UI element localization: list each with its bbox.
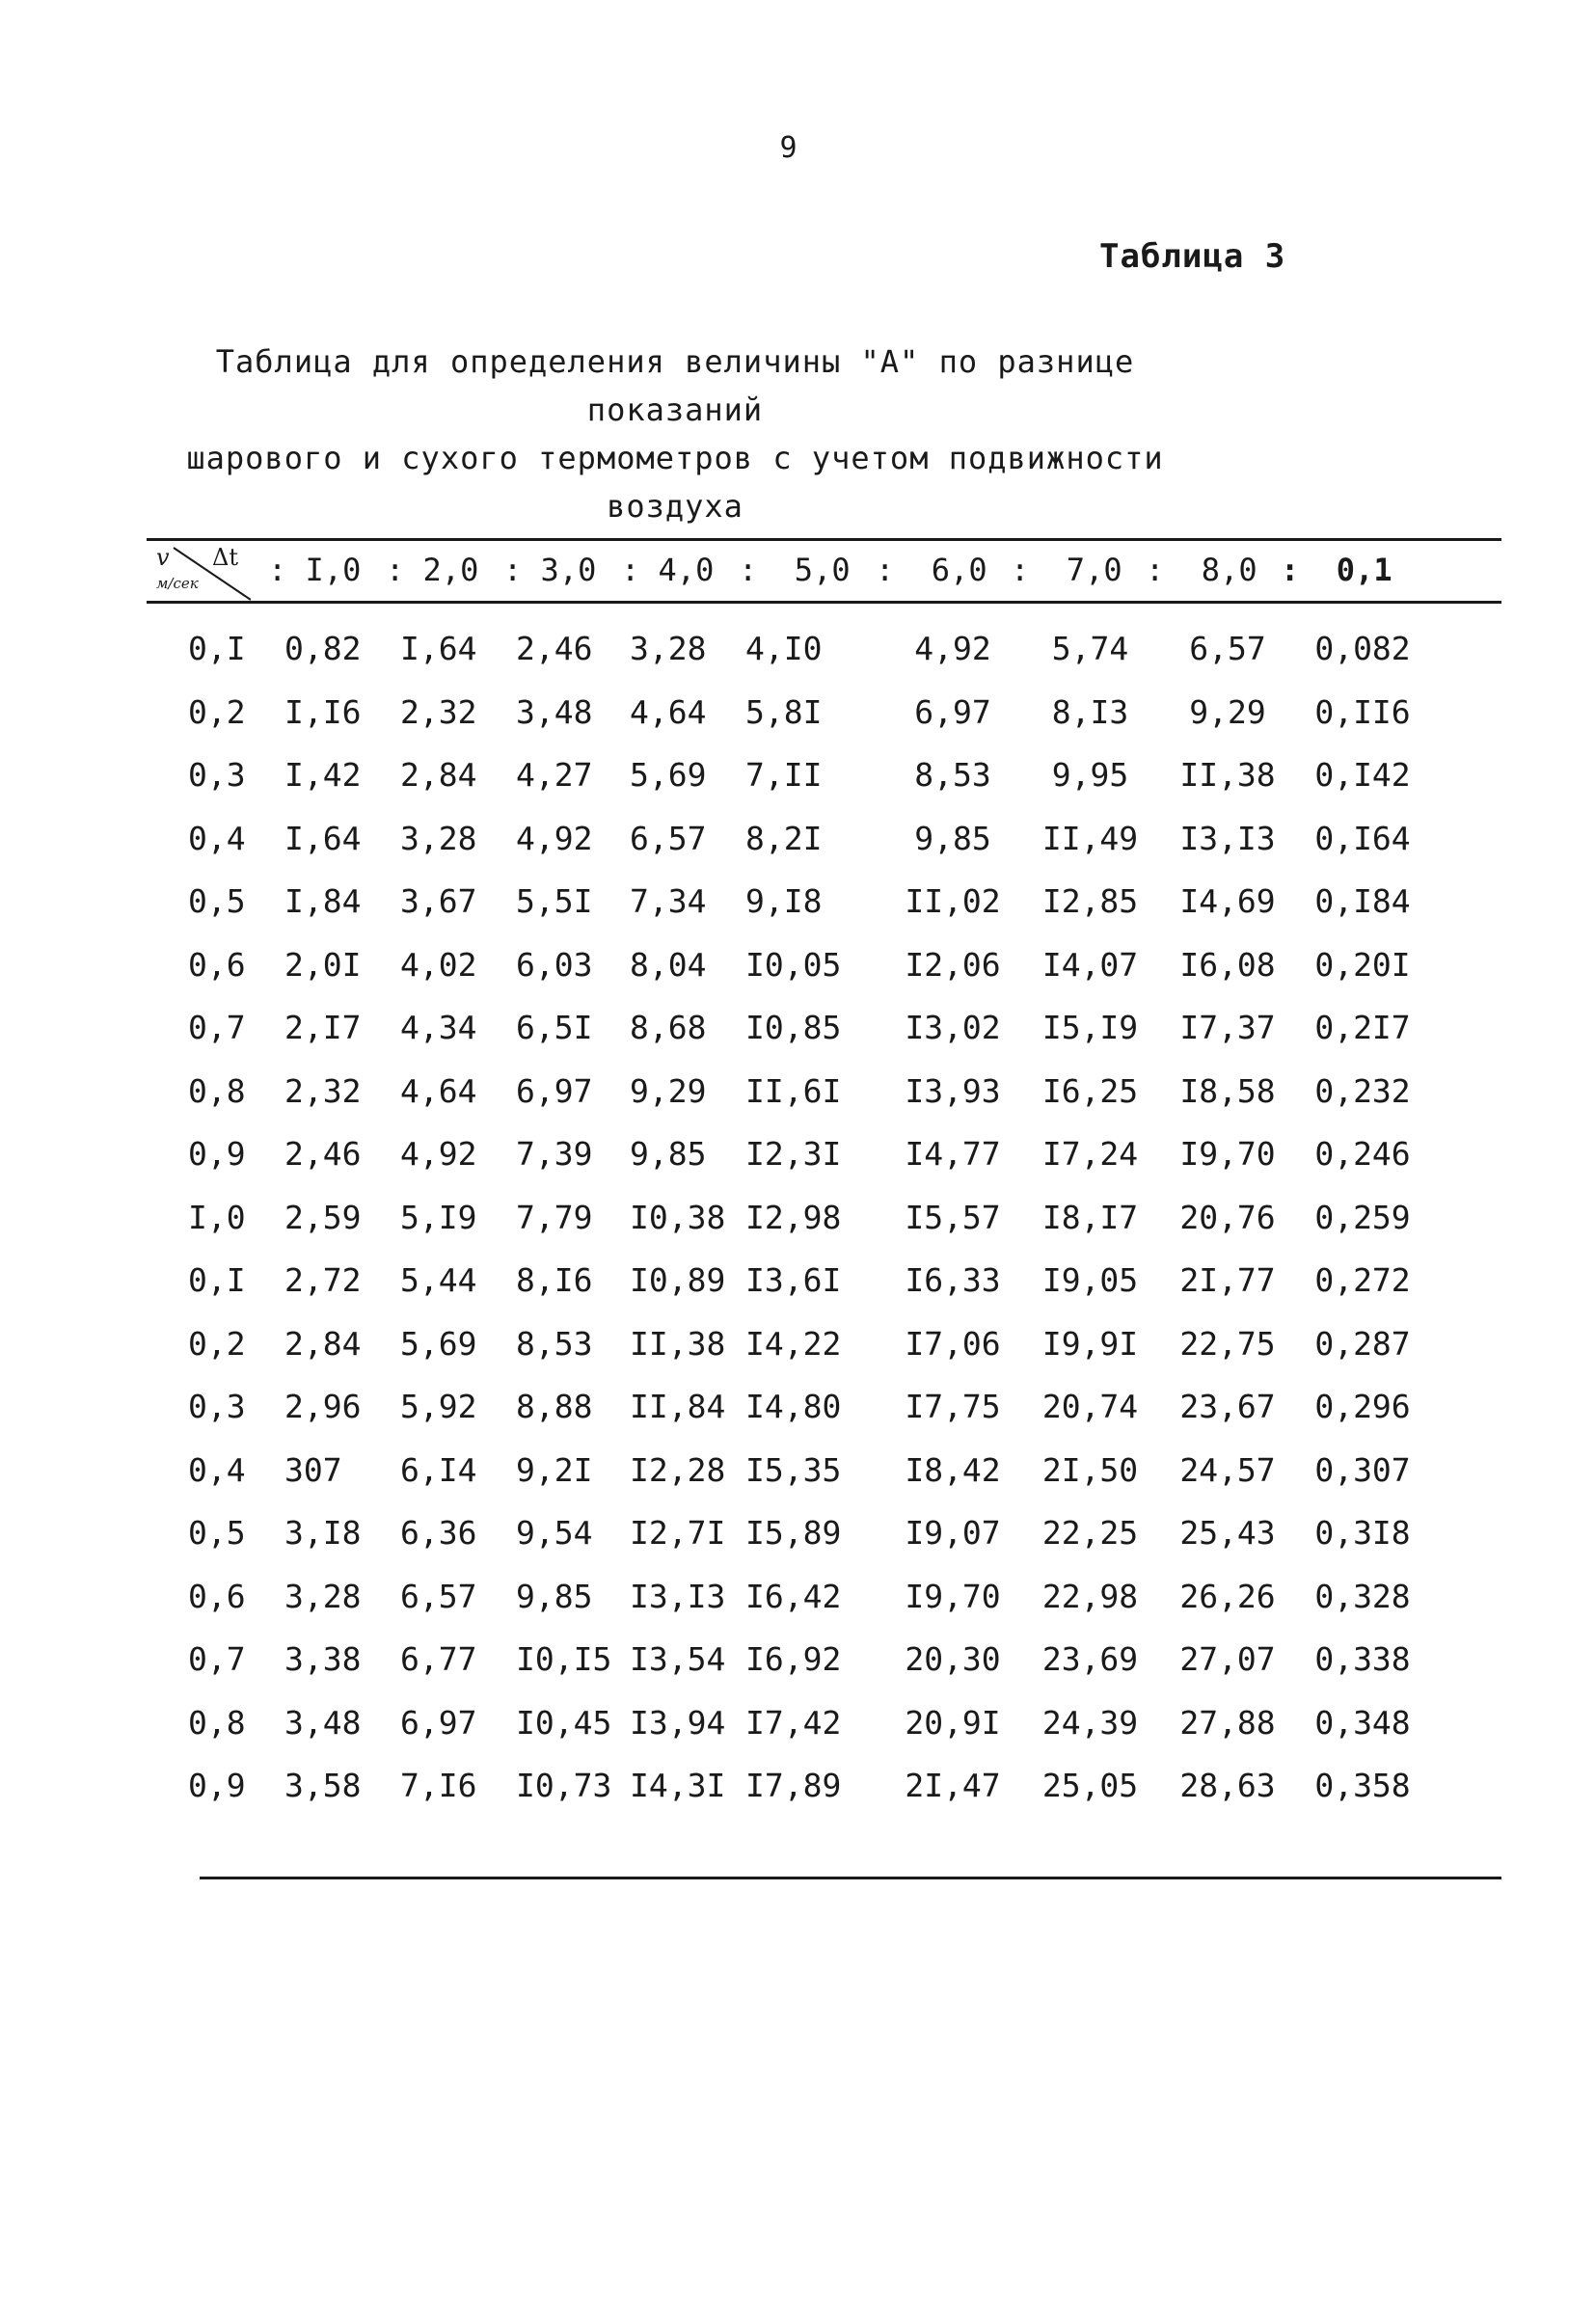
value-cell: I5,35 xyxy=(745,1450,842,1489)
value-cell: 0,259 xyxy=(1314,1198,1411,1236)
value-cell: 9,2I xyxy=(516,1450,593,1489)
table-row xyxy=(188,933,1425,997)
value-cell: I9,70 xyxy=(905,1577,1001,1615)
value-cell: 5,69 xyxy=(630,756,707,795)
value-cell: II,02 xyxy=(905,882,1001,921)
value-cell: 22,75 xyxy=(1179,1324,1276,1363)
row-velocity-cell: 0,9 xyxy=(188,1767,246,1805)
value-cell: 5,8I xyxy=(745,692,823,731)
value-cell: I5,I9 xyxy=(1041,1009,1139,1047)
table-row xyxy=(188,807,1425,871)
value-cell: I9,05 xyxy=(1041,1261,1139,1300)
value-cell: 0,II6 xyxy=(1314,692,1411,731)
value-cell: 0,2I7 xyxy=(1314,1009,1411,1047)
table-row xyxy=(188,681,1425,744)
value-cell: I4,07 xyxy=(1041,945,1139,984)
table-row xyxy=(188,1628,1425,1691)
value-cell: 2,I7 xyxy=(284,1009,362,1047)
value-cell: 0,I84 xyxy=(1314,882,1411,921)
value-cell: 4,92 xyxy=(516,819,593,857)
row-velocity-cell: 0,5 xyxy=(188,1514,246,1553)
value-cell: 3,38 xyxy=(284,1640,362,1679)
value-cell: I8,I7 xyxy=(1041,1198,1139,1236)
table-row xyxy=(188,996,1425,1060)
value-cell: 27,07 xyxy=(1179,1640,1276,1679)
caption-line-1: Таблица для определения величины "А" по разнице показаний xyxy=(215,343,1135,428)
row-velocity-cell: 0,5 xyxy=(188,882,246,921)
row-velocity-cell: 0,I xyxy=(188,630,246,668)
value-cell: I2,28 xyxy=(630,1450,726,1489)
table-row xyxy=(188,1501,1425,1565)
value-cell: I7,06 xyxy=(905,1324,1001,1363)
value-cell: 8,53 xyxy=(516,1324,593,1363)
value-cell: 25,05 xyxy=(1041,1767,1139,1805)
value-cell: I6,25 xyxy=(1041,1071,1139,1110)
value-cell: 5,44 xyxy=(400,1261,477,1300)
table-header-rule xyxy=(147,601,1501,604)
value-cell: II,38 xyxy=(1179,756,1276,795)
data-table-body xyxy=(188,617,1425,1818)
table-row xyxy=(188,743,1425,807)
value-cell: 2I,50 xyxy=(1041,1450,1139,1489)
header-cell-3: : 3,0 xyxy=(503,552,597,588)
table-label: Таблица 3 xyxy=(1099,237,1286,276)
value-cell: 4,27 xyxy=(516,756,593,795)
value-cell: 9,29 xyxy=(1189,692,1266,731)
value-cell: 2I,47 xyxy=(905,1767,1001,1805)
velocity-symbol: v xyxy=(156,544,170,571)
value-cell: 0,82 xyxy=(284,630,362,668)
value-cell: 0,338 xyxy=(1314,1640,1411,1679)
value-cell: 22,98 xyxy=(1041,1577,1139,1615)
table-header-row xyxy=(154,546,1504,600)
table-row xyxy=(188,1312,1425,1376)
table-row xyxy=(188,1565,1425,1629)
value-cell: 4,92 xyxy=(400,1135,477,1174)
header-cell-5: : 5,0 xyxy=(739,552,851,588)
value-cell: 6,57 xyxy=(400,1577,477,1615)
table-caption xyxy=(145,338,1205,530)
value-cell: 9,95 xyxy=(1051,756,1129,795)
table-row xyxy=(188,1122,1425,1186)
value-cell: 20,76 xyxy=(1179,1198,1276,1236)
value-cell: 9,85 xyxy=(914,819,991,857)
value-cell: I2,06 xyxy=(905,945,1001,984)
value-cell: I9,9I xyxy=(1041,1324,1139,1363)
value-cell: 3,28 xyxy=(630,630,707,668)
row-velocity-cell: 0,I xyxy=(188,1261,246,1300)
header-cell-8: : 8,0 xyxy=(1146,552,1257,588)
value-cell: 0,287 xyxy=(1314,1324,1411,1363)
value-cell: 3,28 xyxy=(284,1577,362,1615)
value-cell: 6,36 xyxy=(400,1514,477,1553)
value-cell: 26,26 xyxy=(1179,1577,1276,1615)
value-cell: II,6I xyxy=(745,1071,842,1110)
value-cell: 5,92 xyxy=(400,1388,477,1426)
value-cell: I,42 xyxy=(284,756,362,795)
value-cell: I9,07 xyxy=(905,1514,1001,1553)
value-cell: II,38 xyxy=(630,1324,726,1363)
value-cell: I,I6 xyxy=(284,692,362,731)
value-cell: 5,74 xyxy=(1051,630,1129,668)
table-row xyxy=(188,1439,1425,1502)
row-velocity-cell: 0,4 xyxy=(188,819,246,857)
value-cell: I8,42 xyxy=(905,1450,1001,1489)
value-cell: 0,I42 xyxy=(1314,756,1411,795)
delta-t-symbol: Δt xyxy=(212,544,238,571)
value-cell: I6,33 xyxy=(905,1261,1001,1300)
value-cell: I4,69 xyxy=(1179,882,1276,921)
value-cell: I2,7I xyxy=(630,1514,726,1553)
value-cell: 7,34 xyxy=(630,882,707,921)
value-cell: II,49 xyxy=(1041,819,1139,857)
value-cell: 9,29 xyxy=(630,1071,707,1110)
value-cell: 6,57 xyxy=(1189,630,1266,668)
value-cell: 7,I6 xyxy=(400,1767,477,1805)
value-cell: 4,02 xyxy=(400,945,477,984)
value-cell: 0,358 xyxy=(1314,1767,1411,1805)
value-cell: 23,67 xyxy=(1179,1388,1276,1426)
value-cell: 2,46 xyxy=(284,1135,362,1174)
value-cell: II,84 xyxy=(630,1388,726,1426)
value-cell: 0,246 xyxy=(1314,1135,1411,1174)
header-cell-2: : 2,0 xyxy=(386,552,479,588)
data-table xyxy=(188,617,1425,1818)
value-cell: 2,32 xyxy=(400,692,477,731)
value-cell: 5,69 xyxy=(400,1324,477,1363)
caption-line-3: воздуха xyxy=(607,488,743,525)
value-cell: I7,42 xyxy=(745,1703,842,1742)
table-row xyxy=(188,1754,1425,1818)
value-cell: 4,I0 xyxy=(745,630,823,668)
value-cell: 0,I64 xyxy=(1314,819,1411,857)
value-cell: 0,3I8 xyxy=(1314,1514,1411,1553)
value-cell: 4,64 xyxy=(400,1071,477,1110)
value-cell: I0,85 xyxy=(745,1009,842,1047)
row-velocity-cell: 0,2 xyxy=(188,1324,246,1363)
value-cell: I3,I3 xyxy=(1179,819,1276,857)
value-cell: 6,I4 xyxy=(400,1450,477,1489)
value-cell: 0,272 xyxy=(1314,1261,1411,1300)
value-cell: I0,05 xyxy=(745,945,842,984)
value-cell: I6,08 xyxy=(1179,945,1276,984)
velocity-unit: м/сек xyxy=(156,575,199,592)
value-cell: 5,I9 xyxy=(400,1198,477,1236)
value-cell: I3,02 xyxy=(905,1009,1001,1047)
value-cell: 9,85 xyxy=(630,1135,707,1174)
table-row xyxy=(188,1691,1425,1755)
value-cell: 0,082 xyxy=(1314,630,1411,668)
value-cell: 8,I6 xyxy=(516,1261,593,1300)
row-velocity-cell: 0,6 xyxy=(188,945,246,984)
value-cell: 2,72 xyxy=(284,1261,362,1300)
value-cell: I7,37 xyxy=(1179,1009,1276,1047)
table-row xyxy=(188,1375,1425,1439)
value-cell: I6,42 xyxy=(745,1577,842,1615)
value-cell: I7,89 xyxy=(745,1767,842,1805)
value-cell: I7,75 xyxy=(905,1388,1001,1426)
table-row xyxy=(188,617,1425,681)
value-cell: 9,85 xyxy=(516,1577,593,1615)
table-row xyxy=(188,870,1425,933)
value-cell: I2,3I xyxy=(745,1135,842,1174)
value-cell: I3,I3 xyxy=(630,1577,726,1615)
value-cell: 9,I8 xyxy=(745,882,823,921)
value-cell: 7,39 xyxy=(516,1135,593,1174)
table-row xyxy=(188,1060,1425,1123)
value-cell: 24,39 xyxy=(1041,1703,1139,1742)
value-cell: 8,I3 xyxy=(1051,692,1129,731)
value-cell: 0,348 xyxy=(1314,1703,1411,1742)
value-cell: 20,74 xyxy=(1041,1388,1139,1426)
value-cell: 2,59 xyxy=(284,1198,362,1236)
value-cell: 22,25 xyxy=(1041,1514,1139,1553)
value-cell: I0,45 xyxy=(516,1703,612,1742)
value-cell: I8,58 xyxy=(1179,1071,1276,1110)
value-cell: 6,77 xyxy=(400,1640,477,1679)
value-cell: 8,53 xyxy=(914,756,991,795)
value-cell: 6,03 xyxy=(516,945,593,984)
value-cell: I3,54 xyxy=(630,1640,726,1679)
value-cell: 2,84 xyxy=(284,1324,362,1363)
value-cell: 2,46 xyxy=(516,630,593,668)
header-cell-4: : 4,0 xyxy=(621,552,715,588)
value-cell: I3,94 xyxy=(630,1703,726,1742)
value-cell: 6,97 xyxy=(914,692,991,731)
value-cell: I4,22 xyxy=(745,1324,842,1363)
value-cell: I2,98 xyxy=(745,1198,842,1236)
value-cell: I5,89 xyxy=(745,1514,842,1553)
value-cell: I0,I5 xyxy=(516,1640,612,1679)
value-cell: 0,20I xyxy=(1314,945,1411,984)
table-bottom-rule xyxy=(200,1877,1501,1879)
table-top-rule xyxy=(147,538,1501,541)
value-cell: 2,84 xyxy=(400,756,477,795)
value-cell: I3,93 xyxy=(905,1071,1001,1110)
value-cell: 0,328 xyxy=(1314,1577,1411,1615)
value-cell: 8,88 xyxy=(516,1388,593,1426)
value-cell: I5,57 xyxy=(905,1198,1001,1236)
value-cell: 20,9I xyxy=(905,1703,1001,1742)
value-cell: I3,6I xyxy=(745,1261,842,1300)
value-cell: 2,32 xyxy=(284,1071,362,1110)
value-cell: 3,48 xyxy=(284,1703,362,1742)
header-cell-6: : 6,0 xyxy=(876,552,987,588)
page-number: 9 xyxy=(779,131,798,165)
value-cell: 25,43 xyxy=(1179,1514,1276,1553)
row-velocity-cell: 0,9 xyxy=(188,1135,246,1174)
value-cell: I6,92 xyxy=(745,1640,842,1679)
value-cell: I4,77 xyxy=(905,1135,1001,1174)
value-cell: I2,85 xyxy=(1041,882,1139,921)
row-velocity-cell: 0,8 xyxy=(188,1071,246,1110)
row-velocity-cell: 0,2 xyxy=(188,692,246,731)
value-cell: 8,68 xyxy=(630,1009,707,1047)
row-velocity-cell: 0,6 xyxy=(188,1577,246,1615)
value-cell: 8,04 xyxy=(630,945,707,984)
value-cell: I4,80 xyxy=(745,1388,842,1426)
row-velocity-cell: 0,8 xyxy=(188,1703,246,1742)
value-cell: 0,296 xyxy=(1314,1388,1411,1426)
value-cell: 8,2I xyxy=(745,819,823,857)
value-cell: 3,67 xyxy=(400,882,477,921)
value-cell: I0,73 xyxy=(516,1767,612,1805)
value-cell: 24,57 xyxy=(1179,1450,1276,1489)
value-cell: 23,69 xyxy=(1041,1640,1139,1679)
value-cell: I,64 xyxy=(284,819,362,857)
value-cell: 3,I8 xyxy=(284,1514,362,1553)
value-cell: 2I,77 xyxy=(1179,1261,1276,1300)
table-row xyxy=(188,1186,1425,1250)
row-velocity-cell: 0,3 xyxy=(188,756,246,795)
value-cell: 3,58 xyxy=(284,1767,362,1805)
value-cell: I0,38 xyxy=(630,1198,726,1236)
value-cell: 0,232 xyxy=(1314,1071,1411,1110)
value-cell: 5,5I xyxy=(516,882,593,921)
value-cell: 3,28 xyxy=(400,819,477,857)
corner-cell xyxy=(154,546,251,600)
value-cell: 28,63 xyxy=(1179,1767,1276,1805)
value-cell: I9,70 xyxy=(1179,1135,1276,1174)
value-cell: I,84 xyxy=(284,882,362,921)
value-cell: I0,89 xyxy=(630,1261,726,1300)
value-cell: I,64 xyxy=(400,630,477,668)
value-cell: I4,3I xyxy=(630,1767,726,1805)
header-cell-7: : 7,0 xyxy=(1011,552,1122,588)
value-cell: 9,54 xyxy=(516,1514,593,1553)
value-cell: 27,88 xyxy=(1179,1703,1276,1742)
row-velocity-cell: 0,4 xyxy=(188,1450,246,1489)
value-cell: 0,307 xyxy=(1314,1450,1411,1489)
value-cell: 3,48 xyxy=(516,692,593,731)
value-cell: 2,96 xyxy=(284,1388,362,1426)
value-cell: 2,0I xyxy=(284,945,362,984)
value-cell: 6,5I xyxy=(516,1009,593,1047)
value-cell: 6,97 xyxy=(400,1703,477,1742)
value-cell: I7,24 xyxy=(1041,1135,1139,1174)
value-cell: 4,64 xyxy=(630,692,707,731)
caption-line-2: шарового и сухого термометров с учетом подвижности xyxy=(186,440,1164,476)
table-row xyxy=(188,1249,1425,1312)
row-velocity-cell: 0,7 xyxy=(188,1009,246,1047)
value-cell: 7,79 xyxy=(516,1198,593,1236)
row-velocity-cell: 0,7 xyxy=(188,1640,246,1679)
value-cell: 4,34 xyxy=(400,1009,477,1047)
value-cell: 7,II xyxy=(745,756,823,795)
header-cell-9: : 0,1 xyxy=(1281,552,1392,588)
row-velocity-cell: I,0 xyxy=(188,1198,246,1236)
value-cell: 4,92 xyxy=(914,630,991,668)
row-velocity-cell: 0,3 xyxy=(188,1388,246,1426)
value-cell: 6,57 xyxy=(630,819,707,857)
value-cell: 307 xyxy=(284,1450,342,1489)
value-cell: 20,30 xyxy=(905,1640,1001,1679)
header-cell-1: : I,0 xyxy=(268,552,362,588)
value-cell: 6,97 xyxy=(516,1071,593,1110)
